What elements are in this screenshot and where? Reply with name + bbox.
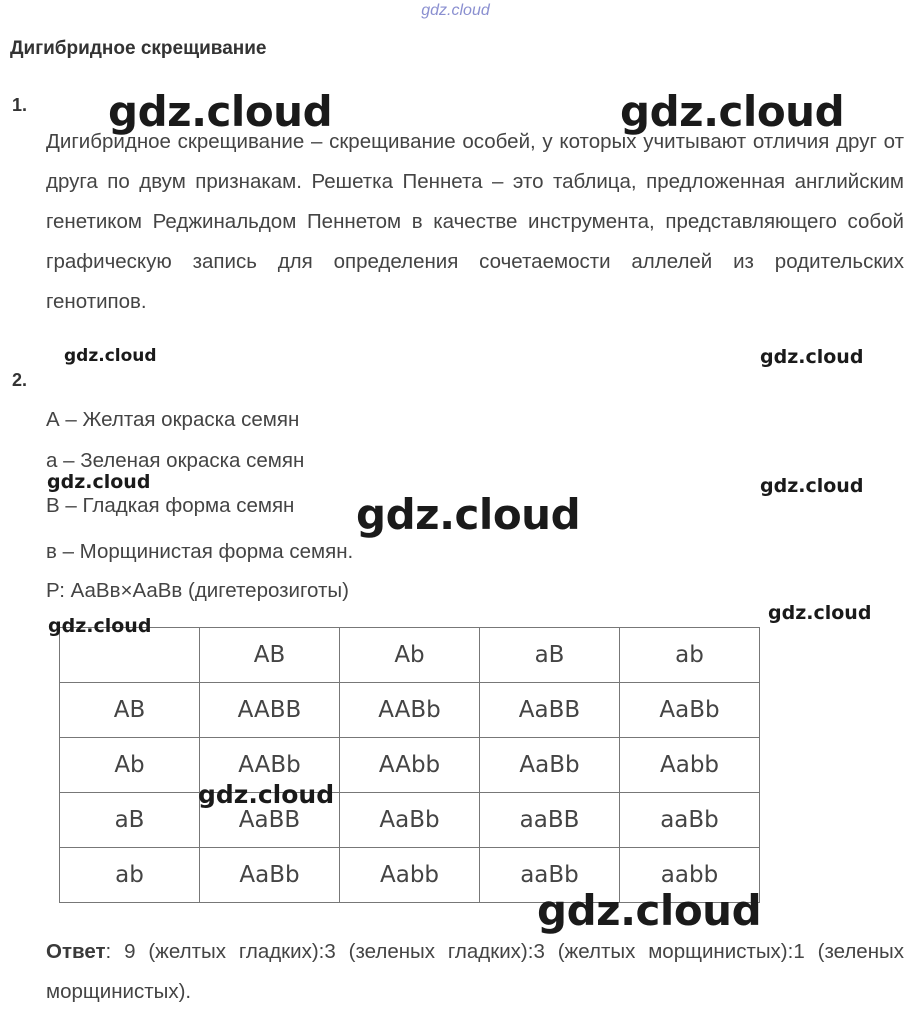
parents-line: Р: АаВв×АаВв (дигетерозиготы): [46, 579, 349, 602]
punnett-cell: AaBB: [480, 683, 620, 738]
watermark: gdz.cloud: [48, 615, 152, 637]
watermark: gdz.cloud: [760, 346, 864, 368]
punnett-row-header: aB: [60, 793, 200, 848]
punnett-cell: Aabb: [340, 848, 480, 903]
punnett-cell: AAbb: [340, 738, 480, 793]
punnett-cell: AaBb: [620, 683, 760, 738]
punnett-cell: AABb: [200, 738, 340, 793]
punnett-cell: AaBb: [480, 738, 620, 793]
answer: [46, 932, 904, 1012]
top-watermark: gdz.cloud: [421, 2, 490, 19]
punnett-cell: AaBb: [200, 848, 340, 903]
punnett-row-header: ab: [60, 848, 200, 903]
allele-line-B: В – Гладкая форма семян: [46, 494, 295, 517]
watermark: gdz.cloud: [760, 475, 864, 497]
punnett-row: [60, 683, 760, 738]
punnett-cell: Aabb: [620, 738, 760, 793]
punnett-row: [60, 738, 760, 793]
punnett-row-header: AB: [60, 683, 200, 738]
page-title: Дигибридное скрещивание: [10, 38, 267, 59]
allele-line-a: а – Зеленая окраска семян: [46, 449, 305, 472]
item-1-number: 1.: [12, 95, 28, 115]
punnett-cell: AABB: [200, 683, 340, 738]
punnett-header-cell: aB: [480, 628, 620, 683]
watermark: gdz.cloud: [537, 886, 762, 935]
item-1-text: Дигибридное скрещивание – скрещивание особей, у которых учитывают отличия друг от друга по двум признакам. Решетка Пеннета – это таблица, предложенная английским генетиком Реджинальдом Пеннетом в качестве инструмента, представляющего собой графическую запись для определения сочетаемости аллелей из родительских генотипов.: [46, 130, 904, 313]
punnett-cell: aaBb: [620, 793, 760, 848]
punnett-cell: AABb: [340, 683, 480, 738]
punnett-square: [59, 627, 760, 903]
watermark: gdz.cloud: [356, 490, 581, 539]
watermark: gdz.cloud: [64, 346, 157, 366]
watermark: gdz.cloud: [198, 780, 335, 809]
answer-text: : 9 (желтых гладких):3 (зеленых гладких):3 (желтых морщинистых):1 (зеленых морщинистых).: [46, 940, 904, 1003]
allele-line-A: А – Желтая окраска семян: [46, 408, 300, 431]
punnett-header-row: [60, 628, 760, 683]
allele-line-b: в – Морщинистая форма семян.: [46, 540, 354, 563]
punnett-header-cell: AB: [200, 628, 340, 683]
watermark: gdz.cloud: [108, 87, 333, 136]
watermark: gdz.cloud: [620, 87, 845, 136]
punnett-cell: aabb: [620, 848, 760, 903]
answer-label: Ответ: [46, 940, 106, 963]
punnett-header-cell: Ab: [340, 628, 480, 683]
punnett-row: [60, 793, 760, 848]
punnett-cell: aaBb: [480, 848, 620, 903]
watermark: gdz.cloud: [768, 602, 872, 624]
punnett-cell: AaBb: [340, 793, 480, 848]
item-2-number: 2.: [12, 370, 28, 390]
watermark: gdz.cloud: [47, 471, 151, 493]
punnett-row-header: Ab: [60, 738, 200, 793]
punnett-cell: aaBB: [480, 793, 620, 848]
punnett-header-cell: ab: [620, 628, 760, 683]
punnett-cell: AaBB: [200, 793, 340, 848]
